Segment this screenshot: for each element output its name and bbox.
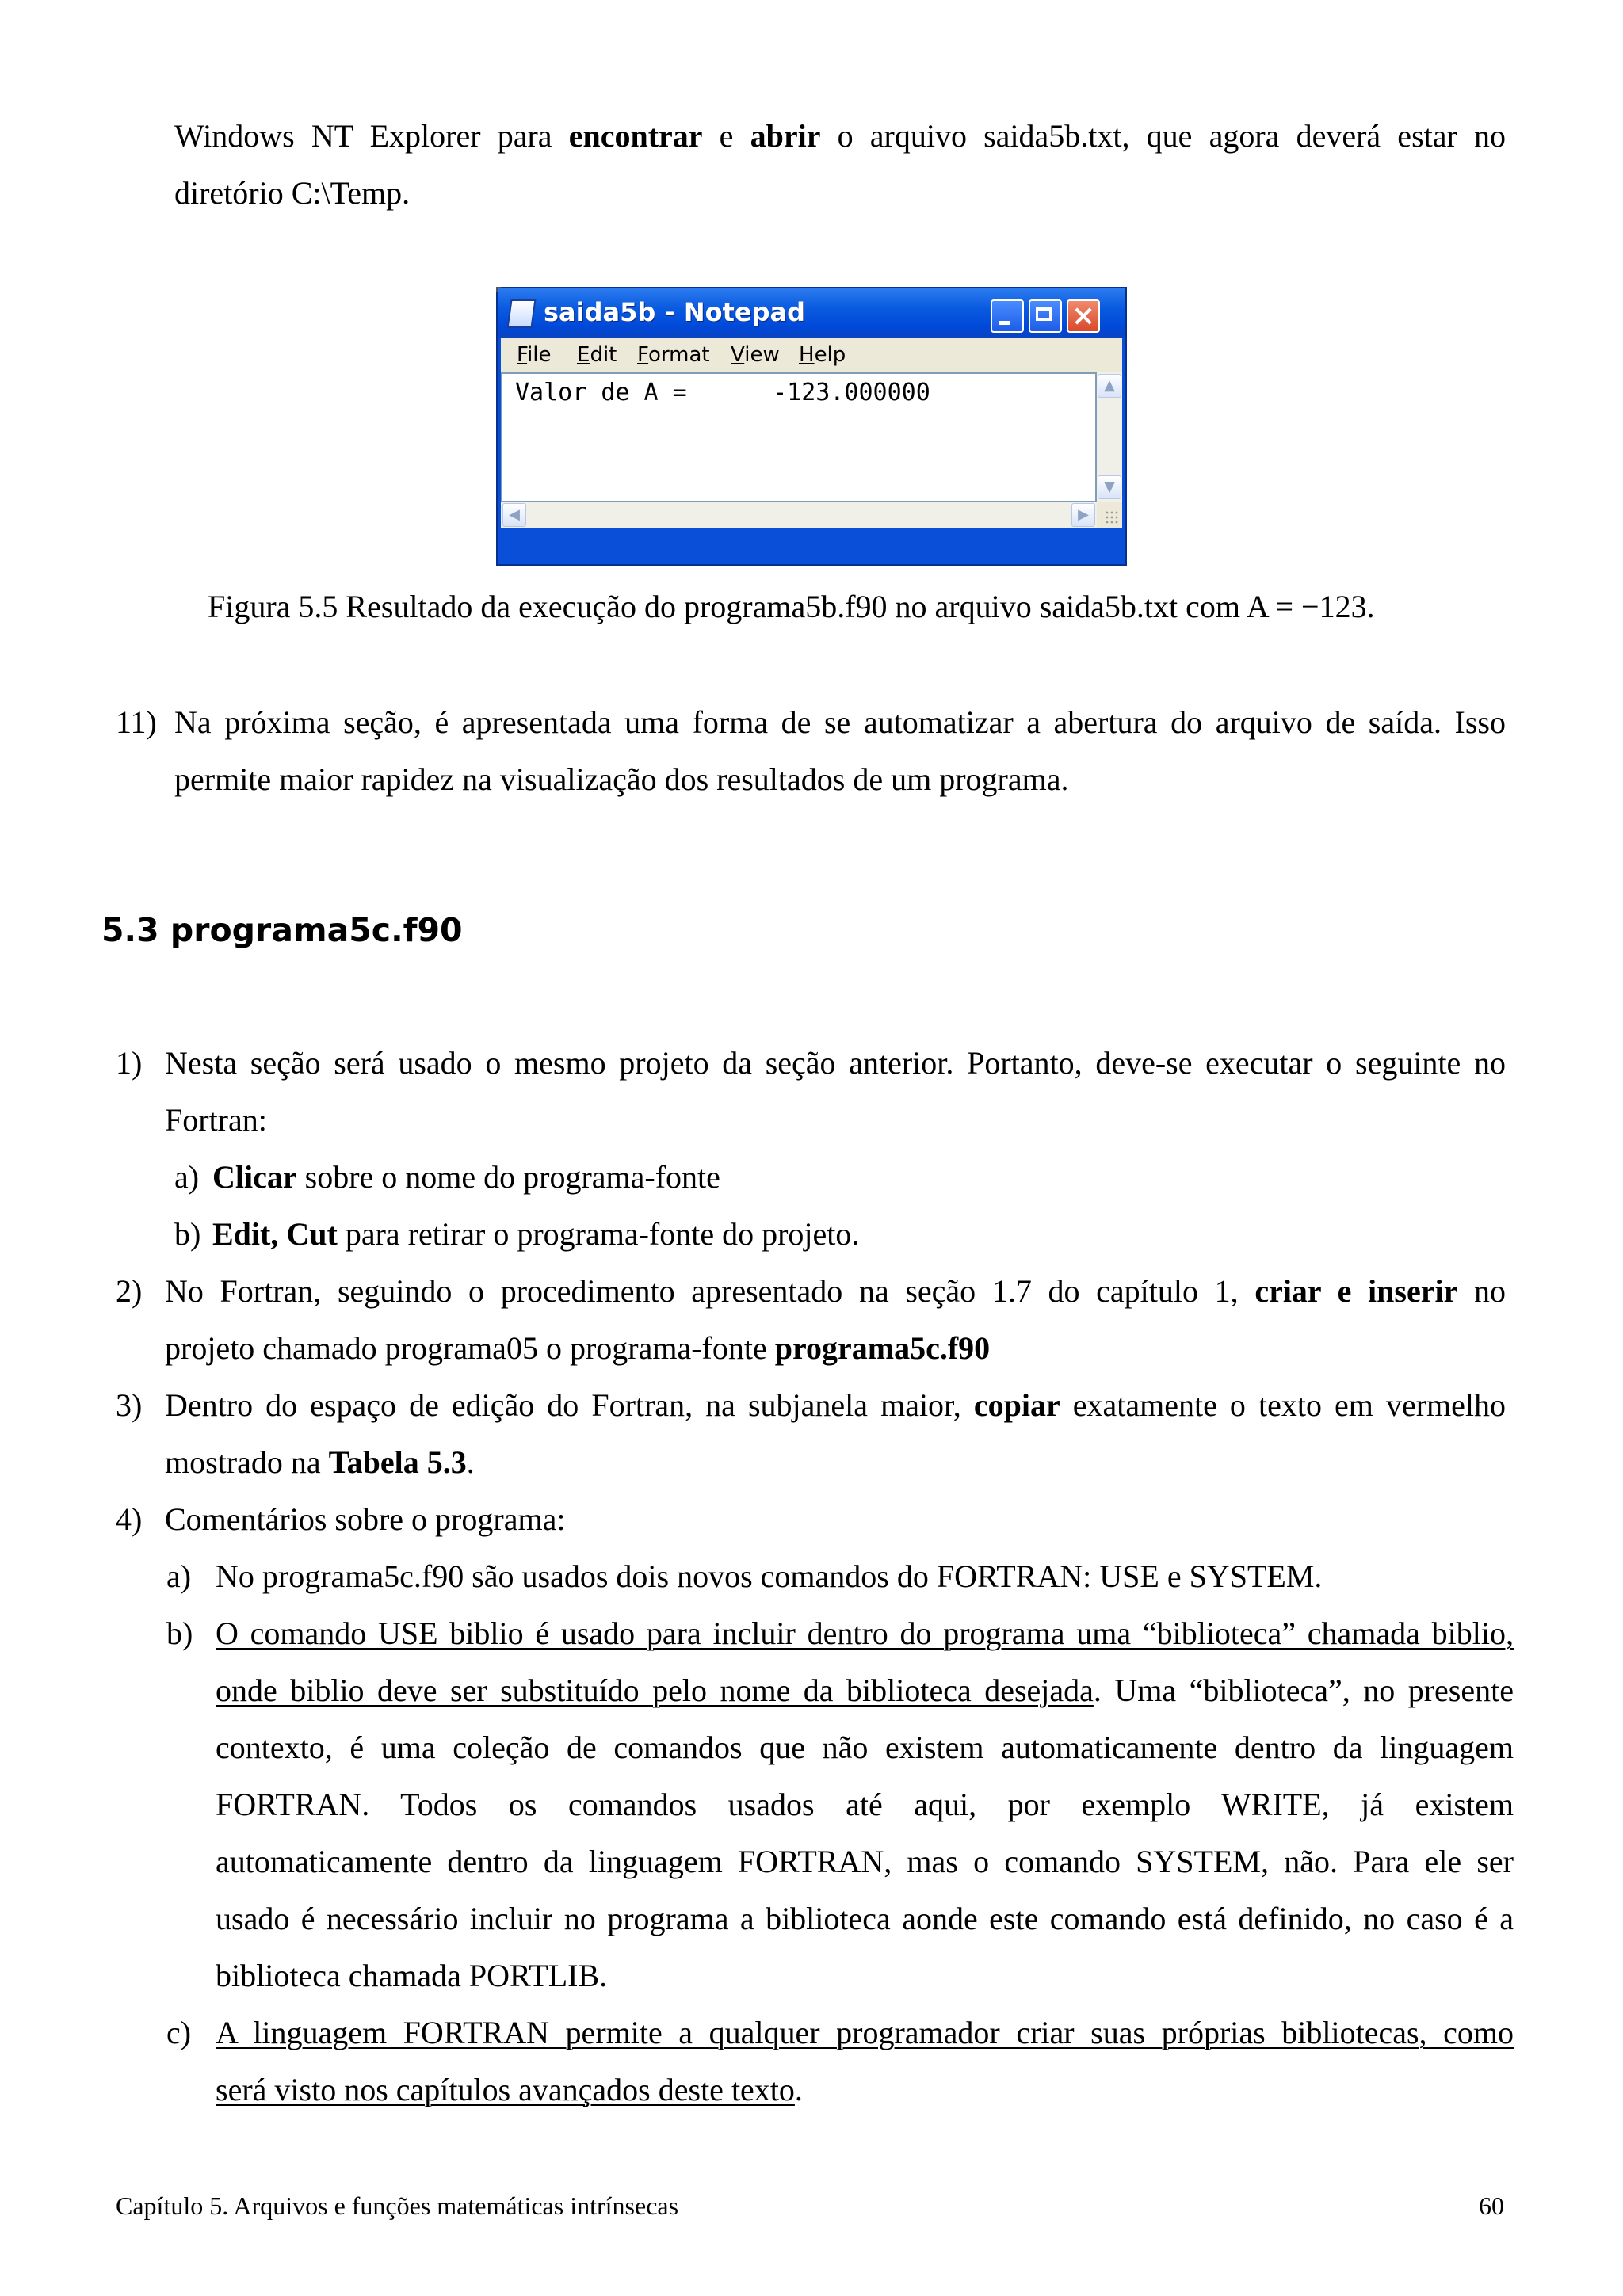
step-4b-line-6: usado é necessário incluir no programa a biblioteca aonde este comando está definido, no caso é a	[216, 1901, 1514, 1936]
notepad-content: Valor de A = -123.000000	[515, 379, 930, 406]
step-2-line-1	[165, 1272, 1506, 1310]
close-button[interactable]	[1067, 299, 1100, 333]
step-2-number: 2)	[116, 1273, 143, 1309]
intro-line-1	[174, 117, 1506, 155]
step-2-line-2-text: projeto chamado programa05 o programa-fonte	[165, 1330, 775, 1366]
step-4c-line-2-underlined: será visto nos capítulos avançados deste texto	[216, 2072, 795, 2107]
step-3-text-a: Dentro do espaço de edição do Fortran, na subjanela maior,	[165, 1387, 974, 1423]
menu-help[interactable]: Help	[799, 343, 846, 367]
step-4c-line-2-rest: .	[794, 2072, 803, 2107]
step-4b-line-2	[216, 1672, 1514, 1710]
step-4b-label: b)	[166, 1615, 193, 1651]
step-2-bold: criar e inserir	[1254, 1273, 1458, 1309]
window-bottom-border	[498, 528, 1125, 564]
step-1-line-2: Fortran:	[165, 1102, 267, 1138]
menu-view[interactable]: View	[731, 343, 780, 367]
step-1-line-1: Nesta seção será usado o mesmo projeto da seção anterior. Portanto, deve-se executar o seguinte no	[165, 1045, 1506, 1081]
step-1a-bold: Clicar	[212, 1159, 297, 1195]
step-1b-bold: Edit, Cut	[212, 1216, 338, 1252]
step-4b-line-1-underlined: O comando USE biblio é usado para incluir dentro do programa uma “biblioteca” chamada biblio,	[216, 1615, 1514, 1651]
maximize-button[interactable]	[1029, 299, 1062, 333]
notepad-titlebar[interactable]	[498, 288, 1125, 338]
step-1a-label: a)	[174, 1159, 200, 1195]
step-4a-text: No programa5c.f90 são usados dois novos comandos do FORTRAN: USE e SYSTEM.	[216, 1558, 1323, 1594]
step-4-number: 4)	[116, 1501, 143, 1537]
item-11-line-1: Na próxima seção, é apresentada uma forma de se automatizar a abertura do arquivo de saída. Isso	[174, 704, 1506, 740]
intro-text-e: o arquivo saida5b.txt, que agora deverá estar no	[820, 118, 1506, 154]
menu-format[interactable]: Format	[637, 343, 710, 367]
scroll-left-icon[interactable]: ◀	[502, 503, 526, 527]
step-2-text-a: No Fortran, seguindo o procedimento apresentado na seção 1.7 do capítulo 1,	[165, 1273, 1255, 1309]
step-2-line-2	[165, 1329, 990, 1367]
step-1-number: 1)	[116, 1045, 143, 1081]
step-3-line-1	[165, 1386, 1506, 1425]
intro-text-c: e	[702, 118, 750, 154]
step-1b-rest: para retirar o programa-fonte do projeto.	[337, 1216, 860, 1252]
step-4-line-1: Comentários sobre o programa:	[165, 1501, 566, 1537]
step-3-line-2-end: .	[466, 1444, 475, 1480]
menu-edit[interactable]: Edit	[577, 343, 617, 367]
intro-bold-encontrar: encontrar	[568, 118, 703, 154]
step-4b-line-3: contexto, é uma coleção de comandos que não existem automaticamente dentro da linguagem	[216, 1730, 1514, 1765]
menu-file[interactable]: File	[517, 343, 552, 367]
minimize-button[interactable]	[991, 299, 1024, 333]
vertical-scrollbar[interactable]	[1097, 372, 1122, 502]
scroll-right-icon[interactable]: ▶	[1071, 503, 1095, 527]
step-4c-label: c)	[166, 2015, 192, 2050]
notepad-window	[496, 287, 1127, 566]
item-11-number: 11)	[116, 704, 157, 740]
notepad-text-area[interactable]	[501, 372, 1097, 502]
step-4a-label: a)	[166, 1558, 192, 1594]
step-1a-rest: sobre o nome do programa-fonte	[296, 1159, 720, 1195]
notepad-menubar	[501, 338, 1122, 372]
scroll-down-icon[interactable]: ▼	[1098, 475, 1121, 499]
step-3-line-2-bold: Tabela 5.3	[328, 1444, 467, 1480]
step-1b-text	[212, 1215, 859, 1253]
step-4c-line-1-underlined: A linguagem FORTRAN permite a qualquer programador criar suas próprias bibliotecas, como	[216, 2015, 1514, 2050]
notepad-app-icon	[506, 299, 536, 328]
step-1b-label: b)	[174, 1216, 201, 1252]
step-3-line-2-text: mostrado na	[165, 1444, 329, 1480]
step-4b-line-4: FORTRAN. Todos os comandos usados até aqui, por exemplo WRITE, já existem	[216, 1787, 1514, 1822]
step-4b-line-2-rest: . Uma “biblioteca”, no presente	[1093, 1672, 1514, 1708]
step-3-bold: copiar	[973, 1387, 1060, 1423]
notepad-title: saida5b - Notepad	[544, 297, 806, 327]
footer-chapter: Capítulo 5. Arquivos e funções matemáticas intrínsecas	[116, 2191, 679, 2220]
step-3-text-c: exatamente o texto em vermelho	[1060, 1387, 1507, 1423]
step-4c-line-1	[216, 2014, 1514, 2052]
step-2-text-c: no	[1457, 1273, 1506, 1309]
horizontal-scrollbar[interactable]	[501, 502, 1097, 528]
intro-bold-abrir: abrir	[750, 118, 821, 154]
step-4b-line-5: automaticamente dentro da linguagem FORTRAN, mas o comando SYSTEM, não. Para ele ser	[216, 1844, 1514, 1879]
section-heading: 5.3 programa5c.f90	[101, 911, 463, 949]
figure-caption: Figura 5.5 Resultado da execução do programa5b.f90 no arquivo saida5b.txt com A = −123.	[208, 589, 1375, 624]
intro-text-a: Windows NT Explorer para	[174, 118, 569, 154]
step-3-number: 3)	[116, 1387, 143, 1423]
step-4b-line-2-underlined: onde biblio deve ser substituído pelo nome da biblioteca desejada	[216, 1672, 1094, 1708]
step-4c-line-2	[216, 2071, 803, 2109]
scroll-up-icon[interactable]: ▲	[1098, 374, 1121, 398]
intro-line-2: diretório C:\Temp.	[174, 175, 411, 211]
step-2-line-2-bold: programa5c.f90	[774, 1330, 991, 1366]
footer-page-number: 60	[1479, 2191, 1504, 2220]
step-1a-text	[212, 1158, 720, 1196]
step-4b-line-1	[216, 1615, 1514, 1653]
resize-grip-icon[interactable]	[1097, 502, 1122, 528]
item-11-line-2: permite maior rapidez na visualização dos resultados de um programa.	[174, 761, 1069, 797]
step-4b-line-7: biblioteca chamada PORTLIB.	[216, 1958, 608, 1993]
step-3-line-2	[165, 1444, 475, 1482]
